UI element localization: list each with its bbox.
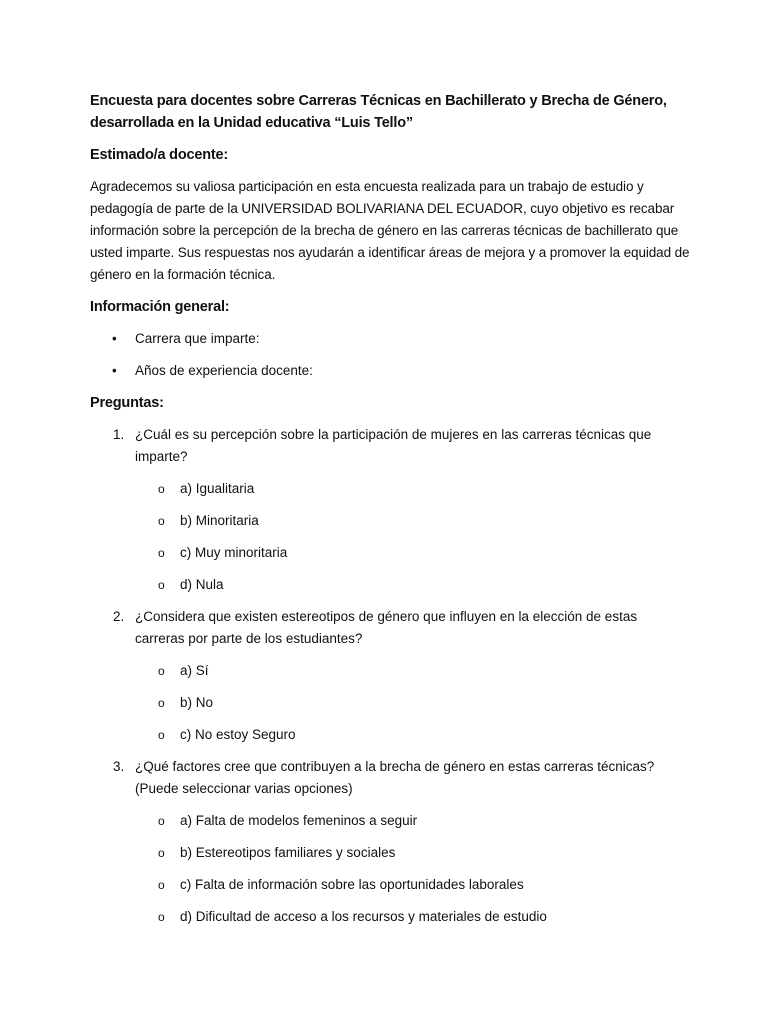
circle-bullet-icon: o — [158, 546, 165, 560]
general-info-list — [90, 328, 690, 382]
answer-option-label: a) Sí — [180, 663, 209, 678]
question-number: 2. — [113, 609, 125, 624]
question-block — [90, 606, 690, 746]
document-page — [90, 90, 690, 938]
answer-option-label: d) Nula — [180, 577, 224, 592]
answer-option-label: d) Dificultad de acceso a los recursos y materiales de estudio — [180, 909, 547, 924]
question-text: ¿Qué factores cree que contribuyen a la brecha de género en estas carreras técnicas? (Puede seleccionar varias opciones) — [135, 759, 655, 796]
question-text: ¿Cuál es su percepción sobre la participación de mujeres en las carreras técnicas que imparte? — [135, 427, 652, 464]
option-list — [90, 810, 690, 928]
answer-option[interactable] — [90, 478, 690, 500]
answer-option[interactable] — [90, 810, 690, 832]
circle-bullet-icon: o — [158, 482, 165, 496]
answer-option-label: b) Minoritaria — [180, 513, 259, 528]
survey-title — [90, 90, 690, 134]
question-number: 3. — [113, 759, 125, 774]
general-info-item — [90, 360, 690, 382]
questions-heading: Preguntas: — [90, 395, 164, 411]
answer-option-label: c) No estoy Seguro — [180, 727, 296, 742]
circle-bullet-icon: o — [158, 728, 165, 742]
answer-option[interactable] — [90, 724, 690, 746]
question-block — [90, 756, 690, 928]
question-text: ¿Considera que existen estereotipos de género que influyen en la elección de estas carreras por parte de los estudiantes? — [135, 609, 638, 646]
answer-option[interactable] — [90, 906, 690, 928]
answer-option[interactable] — [90, 510, 690, 532]
answer-option[interactable] — [90, 660, 690, 682]
answer-option[interactable] — [90, 692, 690, 714]
answer-option-label: c) Muy minoritaria — [180, 545, 288, 560]
option-list — [90, 660, 690, 746]
circle-bullet-icon: o — [158, 578, 165, 592]
survey-title-line-1: Encuesta para docentes sobre Carreras Técnicas en Bachillerato y Brecha de Género, — [90, 93, 667, 109]
survey-title-line-2: desarrollada en la Unidad educativa “Luis Tello” — [90, 115, 413, 131]
general-info-label-career: Carrera que imparte: — [135, 331, 260, 346]
answer-option[interactable] — [90, 874, 690, 896]
answer-option[interactable] — [90, 574, 690, 596]
answer-option-label: c) Falta de información sobre las oportunidades laborales — [180, 877, 524, 892]
bullet-icon: • — [112, 331, 117, 346]
answer-option-label: b) Estereotipos familiares y sociales — [180, 845, 396, 860]
intro-paragraph: Agradecemos su valiosa participación en esta encuesta realizada para un trabajo de estudio y pedagogía de parte de la UNIVERSIDAD BOLIVARIANA DEL ECUADOR, cuyo objetivo es recabar información sobre la percepción de la brecha de género en las carreras técnicas de bachillerato que usted imparte. Sus respuestas nos ayudarán a identificar áreas de mejora y a promover la equidad de género en la formación técnica. — [90, 179, 690, 282]
greeting-heading: Estimado/a docente: — [90, 147, 229, 163]
circle-bullet-icon: o — [158, 878, 165, 892]
question-text-row — [90, 756, 690, 800]
bullet-icon: • — [112, 363, 117, 378]
answer-option-label: b) No — [180, 695, 214, 710]
answer-option[interactable] — [90, 842, 690, 864]
circle-bullet-icon: o — [158, 514, 165, 528]
question-text-row — [90, 424, 690, 468]
circle-bullet-icon: o — [158, 910, 165, 924]
question-number: 1. — [113, 427, 125, 442]
questions-list — [90, 424, 690, 928]
general-info-label-experience: Años de experiencia docente: — [135, 363, 313, 378]
question-text-row — [90, 606, 690, 650]
answer-option[interactable] — [90, 542, 690, 564]
answer-option-label: a) Igualitaria — [180, 481, 255, 496]
circle-bullet-icon: o — [158, 696, 165, 710]
circle-bullet-icon: o — [158, 814, 165, 828]
circle-bullet-icon: o — [158, 846, 165, 860]
general-info-item — [90, 328, 690, 350]
circle-bullet-icon: o — [158, 664, 165, 678]
option-list — [90, 478, 690, 596]
answer-option-label: a) Falta de modelos femeninos a seguir — [180, 813, 418, 828]
general-info-heading: Información general: — [90, 299, 230, 315]
question-block — [90, 424, 690, 596]
